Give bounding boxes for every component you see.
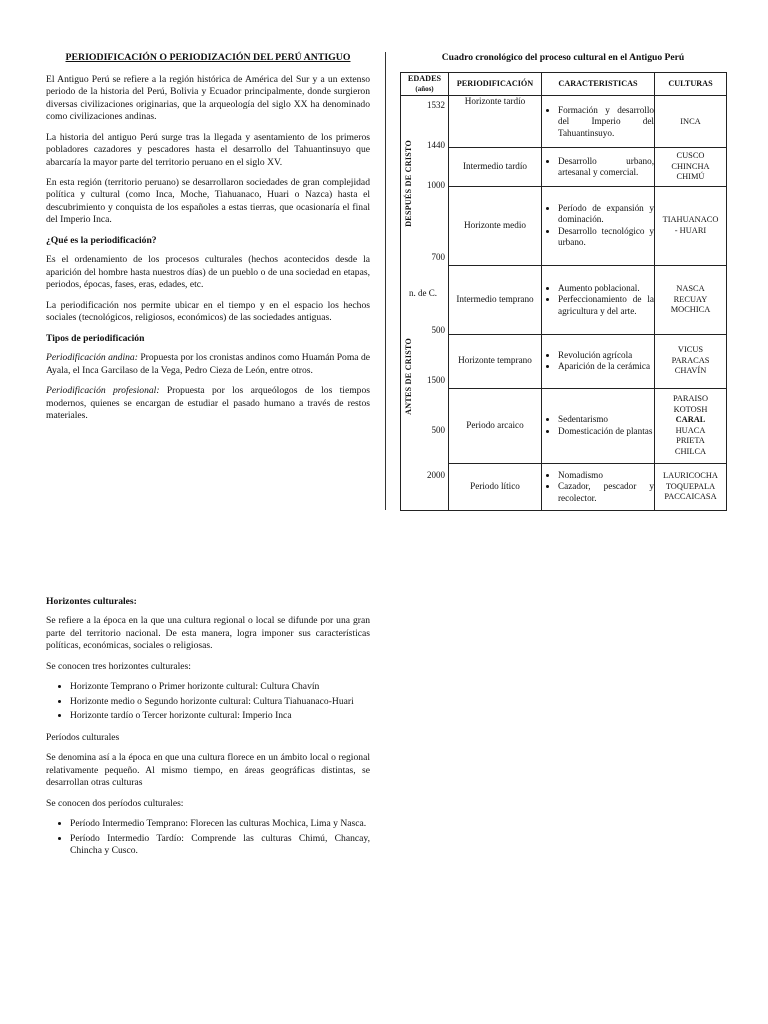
list-item: • Desarrollo tecnológico y urbano.: [558, 226, 654, 249]
era-antes-de-cristo: ANTES DE CRISTO: [404, 338, 413, 416]
list-item: • Horizonte medio o Segundo horizonte cultural: Cultura Tiahuanaco-Huari: [70, 696, 370, 708]
era-nacimiento-de-cristo: n. de C.: [409, 288, 437, 299]
culture-name: - HUARI: [674, 225, 707, 235]
culture-name: RECUAY: [673, 294, 708, 304]
periodo-cell: Horizonte medio: [449, 186, 542, 265]
periodo-cell: Intermedio tardío: [449, 148, 542, 186]
intro-paragraph-1: El Antiguo Perú se refiere a la región histórica de América del Sur y a un extenso periodo de la historia del Perú, Bolivia y Ecuador principalmente, donde surgieron diversas civilizaciones originarias, que la arqueología del siglo XX ha denominado como civilizaciones andinas.: [46, 73, 370, 123]
periodo-cell: Intermedio temprano: [449, 265, 542, 334]
year-label: 500: [431, 425, 445, 436]
list-item: • Aumento poblacional.: [558, 283, 654, 295]
culturas-cell: [655, 265, 727, 334]
list-item: • Período de expansión y dominación.: [558, 203, 654, 226]
culture-name: CUSCO: [676, 151, 705, 161]
table-title: Cuadro cronológico del proceso cultural en el Antiguo Perú: [441, 52, 685, 63]
era-despues-de-cristo: DESPUÉS DE CRISTO: [404, 140, 413, 228]
culture-name: PRIETA: [676, 436, 705, 446]
heading-horizontes: Horizontes culturales:: [46, 596, 137, 607]
list-item: • Perfeccionamiento de la agricultura y del arte.: [558, 294, 654, 317]
culture-name: INCA: [680, 116, 701, 126]
year-label: 1000: [427, 180, 445, 191]
table-row: [401, 463, 727, 511]
chronology-table: [400, 72, 727, 511]
caracteristicas-cell: [542, 96, 655, 148]
list-item: • Desarrollo urbano, artesanal y comercial.: [558, 156, 654, 179]
year-label: 1500: [427, 375, 445, 386]
caracteristicas-cell: [542, 186, 655, 265]
year-label: 1440: [427, 140, 445, 151]
caracteristicas-cell: [542, 148, 655, 186]
periodos-intro: Se conocen dos períodos culturales:: [46, 797, 184, 809]
intro-paragraph-2: La historia del antiguo Perú surge tras la llegada y asentamiento de los primeros pobladores cazadores y pescadores hasta el desarrollo del Tahuantinsuyo que abarcaría la mayor parte del territorio peruano en el siglo XV.: [46, 131, 370, 168]
culture-name: KOTOSH: [673, 404, 708, 414]
heading-periodos: Períodos culturales: [46, 731, 120, 743]
year-label: 700: [431, 252, 445, 263]
heading-tipos: Tipos de periodificación: [46, 332, 145, 344]
list-item: • Domesticación de plantas: [558, 426, 654, 438]
list-item: • Horizonte tardío o Tercer horizonte cultural: Imperio Inca: [70, 710, 370, 722]
culturas-cell: [655, 463, 727, 511]
culture-name: TIAHUANACO: [662, 215, 719, 225]
periodo-cell: Periodo arcaico: [449, 388, 542, 463]
culture-name: CARAL: [675, 415, 706, 425]
year-label: 1532: [427, 100, 445, 111]
culture-name: CHAVÍN: [674, 366, 707, 376]
culture-name: NASCA: [676, 284, 705, 294]
periodo-cell: Horizonte tardío: [449, 96, 542, 148]
table-header-row: [401, 73, 727, 96]
heading-que-es: ¿Qué es la periodificación?: [46, 234, 157, 246]
profesional-paragraph: [46, 385, 370, 422]
caracteristicas-cell: [542, 463, 655, 511]
periodo-cell: Periodo lítico: [449, 463, 542, 511]
culturas-cell: [655, 96, 727, 148]
header-culturas: CULTURAS: [655, 73, 727, 96]
culture-name: MOCHICA: [670, 305, 711, 315]
list-item: • Horizonte Temprano o Primer horizonte cultural: Cultura Chavín: [70, 681, 370, 693]
horizons-section: [46, 596, 370, 867]
periodo-cell: Horizonte temprano: [449, 334, 542, 388]
definition-paragraph: Es el ordenamiento de los procesos culturales (hechos acontecidos desde la aparición del hombre hasta nuestros días) de un pueblo o de una sociedad en etapas, periodos, épocas, fases, eras, edades, etc.: [46, 254, 370, 291]
culturas-cell: [655, 186, 727, 265]
caracteristicas-cell: [542, 334, 655, 388]
culture-name: PACCAICASA: [664, 492, 717, 502]
caracteristicas-cell: [542, 265, 655, 334]
year-label: 2000: [427, 470, 445, 481]
culturas-cell: [655, 148, 727, 186]
profesional-text: Propuesta por los arqueólogos de los tiempos modernos, quienes se encargan de estudiar el pasado humano a través de restos materiales.: [46, 385, 370, 422]
horizontes-paragraph: Se refiere a la época en la que una cultura regional o local se difunde por una gran parte del territorio nacional. De esta manera, logra imponer sus características políticas, económicas, sociales o religiosas.: [46, 615, 370, 652]
table-row: [401, 265, 727, 334]
periodos-list: [46, 818, 370, 857]
culture-name: PARACAS: [671, 355, 710, 365]
list-item: • Formación y desarrollo del Imperio del Tahuantinsuyo.: [558, 105, 654, 140]
culture-name: CHIMÚ: [676, 172, 705, 182]
document-title: PERIODIFICACIÓN O PERIODIZACIÓN DEL PERÚ ANTIGUO: [65, 52, 351, 63]
culture-name: LAURICOCHA: [663, 471, 718, 481]
culture-name: HUACA: [675, 425, 706, 435]
profesional-label: Periodificación profesional:: [46, 385, 160, 397]
header-periodificacion: PERIODIFICACIÓN: [449, 73, 542, 96]
list-item: • Cazador, pescador y recolector.: [558, 481, 654, 504]
header-caracteristicas: CARACTERISTICAS: [542, 73, 655, 96]
list-item: • Sedentarismo: [558, 414, 654, 426]
edades-column: [401, 96, 449, 511]
culturas-cell: [655, 388, 727, 463]
culture-name: CHINCHA: [671, 161, 710, 171]
column-divider: [385, 52, 386, 510]
year-label: 500: [431, 325, 445, 336]
table-row: [401, 388, 727, 463]
culture-name: PARAISO: [672, 394, 709, 404]
culturas-cell: [655, 334, 727, 388]
table-row: [401, 334, 727, 388]
list-item: • Nomadismo: [558, 470, 654, 482]
list-item: • Período Intermedio Tardío: Comprende las culturas Chimú, Chancay, Chincha y Cusco.: [70, 833, 370, 858]
header-edades: EDADES (años): [401, 73, 449, 96]
table-row: [401, 186, 727, 265]
list-item: • Período Intermedio Temprano: Florecen las culturas Mochica, Lima y Nasca.: [70, 818, 370, 830]
culture-name: VICUS: [677, 345, 704, 355]
intro-paragraph-3: En esta región (territorio peruano) se desarrollaron sociedades de gran complejidad política y cultural (como Inca, Moche, Tiahuanaco, Huari o Nazca) hasta el descubrimiento y conquista de los españoles a estas tierras, que ocasionaría el final del Imperio Inca.: [46, 177, 370, 226]
horizontes-list: [46, 681, 370, 722]
intro-column: [46, 52, 370, 431]
list-item: • Revolución agrícola: [558, 350, 654, 362]
andina-text: Propuesta por los cronistas andinos como Huamán Poma de Ayala, el Inca Garcilaso de la Vega, Pedro Cieza de León, entre otros.: [46, 352, 371, 376]
chronology-column: [400, 52, 726, 511]
andina-label: Periodificación andina:: [46, 352, 138, 364]
andina-paragraph: [46, 352, 370, 377]
culture-name: CHILCA: [674, 446, 707, 456]
periodos-paragraph: Se denomina así a la época en que una cultura florece en un ámbito local o regional relativamente pequeño. Al mismo tiempo, en áreas geográficas distintas, se desarrollan otras culturas: [46, 752, 370, 789]
table-row: [401, 148, 727, 186]
culture-name: TOQUEPALA: [665, 481, 716, 491]
list-item: • Aparición de la cerámica: [558, 361, 654, 373]
purpose-paragraph: La periodificación nos permite ubicar en el tiempo y en el espacio los hechos sociales (tecnológicos, religiosos, económicos) de las sociedades antiguas.: [46, 299, 370, 324]
table-row: [401, 96, 727, 148]
horizontes-intro: Se conocen tres horizontes culturales:: [46, 660, 191, 672]
caracteristicas-cell: [542, 388, 655, 463]
